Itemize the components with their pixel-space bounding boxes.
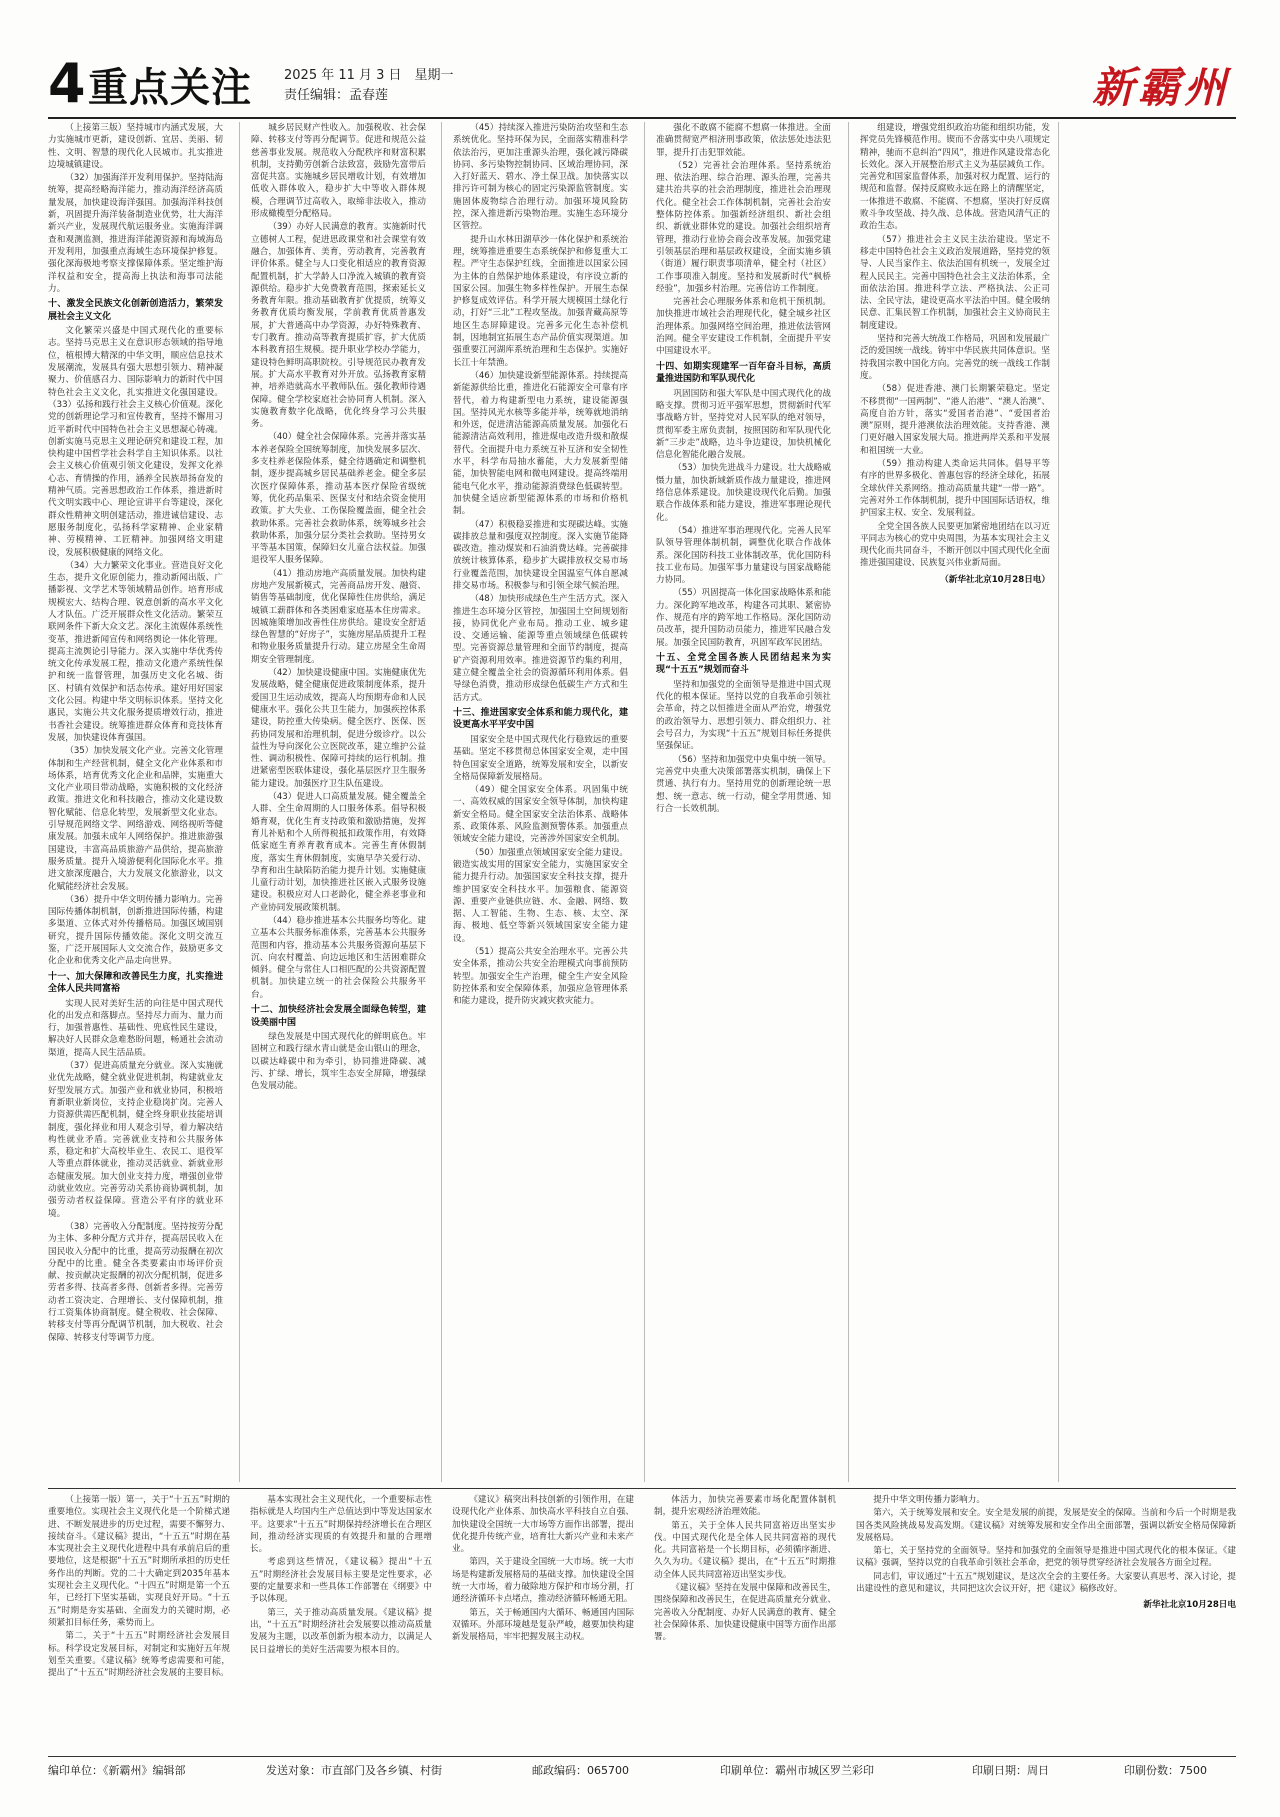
footer-copies: 印刷份数：7500 — [1124, 1764, 1207, 1777]
column-divider — [441, 122, 442, 1482]
paragraph: 第五，关于畅通国内大循环、畅通国内国际双循环。外部环境越是复杂严峻，越要加快构建新发展格局，牢牢把握发展主动权。 — [452, 1607, 634, 1643]
paragraph: 体活力，加快完善要素市场化配置体制机制，提升宏观经济治理效能。 — [654, 1495, 836, 1518]
paragraph: （59）推动构建人类命运共同体。倡导平等有序的世界多极化、普惠包容的经济全球化，拓展全球伙伴关系网络。推动高质量共建“一带一路”。完善对外工作体制机制，提升中国国际话语权，维护国家主权、安全、发展利益。 — [860, 459, 1050, 519]
dateline: 新华社北京10月28日电 — [1143, 1600, 1236, 1611]
paragraph: （54）推进军事治理现代化。完善人民军队领导管理体制机制，调整优化联合作战体系。深化国防科技工业体制改革，优化国防科技工业布局。加强军事力量建设与国家战略能力协同。 — [656, 525, 831, 586]
paragraph: （38）完善收入分配制度。坚持按劳分配为主体、多种分配方式并存，提高居民收入在国民收入分配中的比重，提高劳动报酬在初次分配中的比重。健全各类要素由市场评价贡献、按贡献决定报酬的初次分配机制，促进多劳者多得、技高者多得、创新者多得。完善劳动者工资决定、合理增长、支付保障机制，推行工资集体协商制度。健全税收、社会保障、转移支付等再分配调节机制，加大税收、社会保障、转移支付等调节力度。 — [48, 1221, 223, 1343]
section-title: 重点关注 — [88, 65, 252, 111]
paragraph: （44）稳步推进基本公共服务均等化。建立基本公共服务标准体系，完善基本公共服务范围和内容，推动基本公共服务资源向基层下沉、向农村覆盖、向边远地区和生活困难群众倾斜。健全与常住人口相匹配的公共资源配置机制。加快建立统一的社会保险公共服务平台。 — [251, 916, 426, 1000]
paragraph: 文化繁荣兴盛是中国式现代化的重要标志。坚持马克思主义在意识形态领域的指导地位，植根博大精深的中华文明，顺应信息技术发展潮流，发展具有强大思想引领力、精神凝聚力、价值感召力、国际影响力的新时代中国特色社会主义文化，扎实推进文化强国建设。（33）弘扬和践行社会主义核心价值观。深化党的创新理论学习和宣传教育，坚持不懈用习近平新时代中国特色社会主义思想凝心铸魂。创新实施马克思主义理论研究和建设工程，加快构建中国哲学社会科学自主知识体系。以社会主义核心价值观引领文化建设，发挥文化养心志、育情操的作用，涵养全民族昂扬奋发的精神气质。完善思想政治工作体系，推进新时代文明实践中心、理论宣讲平台等建设，深化群众性精神文明创建活动，推进诚信建设、志愿服务制度化，弘扬科学家精神、企业家精神、劳模精神、工匠精神。加强网络文明建设，发展积极健康的网络文化。 — [48, 326, 223, 558]
column-divider — [239, 122, 240, 1482]
paragraph: （57）推进社会主义民主法治建设。坚定不移走中国特色社会主义政治发展道路，坚持党的领导、人民当家作主、依法治国有机统一，发展全过程人民民主。完善中国特色社会主义法治体系，全面依法治国。推进科学立法、严格执法、公正司法、全民守法，建设更高水平法治中国。健全吸纳民意、汇集民智工作机制，加强社会主义协商民主制度建设。 — [860, 234, 1050, 331]
paragraph: 第三，关于推动高质量发展。《建议稿》提出，“十五五”时期经济社会发展要以推动高质量发展为主题，以改革创新为根本动力，以满足人民日益增长的美好生活需要为根本目的。 — [250, 1607, 432, 1655]
explanation-column-2 — [250, 1494, 432, 1750]
paragraph: 全党全国各族人民要更加紧密地团结在以习近平同志为核心的党中央周围，为基本实现社会主义现代化而共同奋斗，不断开创以中国式现代化全面推进强国建设、民族复兴伟业新局面。 — [860, 521, 1050, 569]
paragraph: 组建设，增强党组织政治功能和组织功能，发挥党员先锋模范作用。锲而不舍落实中央八项规定精神，驰而不息纠治“四风”，推进作风建设常态化长效化。深入开展整治形式主义为基层减负工作。完善党和国家监督体系，加强对权力配置、运行的规范和监督。保持反腐败永远在路上的清醒坚定，一体推进不敢腐、不能腐、不想腐，坚决打好反腐败斗争攻坚战、持久战、总体战。营造风清气正的政治生态。 — [860, 123, 1050, 232]
paragraph: 基本实现社会主义现代化，一个重要标志性指标就是人均国内生产总值达到中等发达国家水平。这要求“十五五”时期保持经济增长在合理区间，推动经济实现质的有效提升和量的合理增长。 — [250, 1495, 432, 1555]
paragraph: 第六，关于统筹发展和安全。安全是发展的前提，发展是安全的保障。当前和今后一个时期是我国各类风险挑战易发高发期。《建议稿》对统筹发展和安全作出全面部署，强调以新安全格局保障新发展格局。 — [856, 1508, 1236, 1543]
article-column-6 — [1070, 122, 1236, 1482]
article-column-4 — [656, 122, 831, 1482]
footer-rule — [48, 1756, 1236, 1757]
paragraph: 坚持和加强党的全面领导是推进中国式现代化的根本保证。坚持以党的自我革命引领社会革命，持之以恒推进全面从严治党，增强党的政治领导力、思想引领力、群众组织力、社会号召力，为实现“十五五”规划目标任务提供坚强保证。 — [656, 679, 831, 752]
explanation-column-5 — [856, 1494, 1236, 1750]
paragraph: 完善社会心理服务体系和危机干预机制。加快推进市域社会治理现代化，健全城乡社区治理体系。加强网络空间治理，推进依法管网治网。健全平安建设工作机制，全面提升平安中国建设水平。 — [656, 297, 831, 357]
paragraph: （56）坚持和加强党中央集中统一领导。完善党中央重大决策部署落实机制，确保上下贯通、执行有力。坚持用党的创新理论统一思想、统一意志、统一行动，健全学用贯通、知行合一长效机制。 — [656, 754, 831, 814]
paragraph: （34）大力繁荣文化事业。营造良好文化生态，提升文化原创能力，推动新闻出版、广播影视、文学艺术等领域精品创作。培育形成规模宏大、结构合理、锐意创新的高水平文化人才队伍。广泛开展群众性文化活动。繁荣互联网条件下新大众文艺。深化主流媒体系统性变革，推进新闻宣传和网络舆论一体化管理。提高主流舆论引导能力。深入实施中华优秀传统文化传承发展工程，推动文化遗产系统性保护和统一监督管理，加强历史文化名城、街区、村镇有效保护和活态传承。建好用好国家文化公园。构建中华文明标识体系。坚持文化惠民，实施公共文化服务提质增效行动，推进书香社会建设。统筹推进群众体育和竞技体育发展，加快建设体育强国。 — [48, 560, 223, 743]
article-column-5 — [860, 122, 1050, 1482]
dateline: （新华社北京10月28日电） — [940, 574, 1050, 585]
paragraph: （58）促进香港、澳门长期繁荣稳定。坚定不移贯彻“一国两制”、“港人治港”、“澳人治澳”、高度自治方针，落实“爱国者治港”、“爱国者治澳”原则，提升港澳依法治理效能。支持香港、澳门更好融入国家发展大局。推进两岸关系和平发展和祖国统一大业。 — [860, 384, 1050, 456]
paragraph: 巩固国防和强大军队是中国式现代化的战略支撑。贯彻习近平强军思想，贯彻新时代军事战略方针，坚持党对人民军队的绝对领导，贯彻军委主席负责制，按照国防和军队现代化新“三步走”战略，边斗争边建设，加快机械化信息化智能化融合发展。 — [656, 388, 831, 461]
paragraph: 第二，关于“十五五”时期经济社会发展目标。科学设定发展目标，对制定和实施好五年规划至关重要。《建议稿》统筹考虑需要和可能，提出了“十五五”时期经济社会发展的主要目标。 — [48, 1631, 230, 1679]
paragraph: （47）积极稳妥推进和实现碳达峰。实施碳排放总量和强度双控制度。深入实施节能降碳改造。推动煤炭和石油消费达峰。完善碳排放统计核算体系，稳步扩大碳排放权交易市场行业覆盖范围，加快建设全国温室气体自愿减排交易市场。积极参与和引领全球气候治理。 — [453, 519, 628, 591]
paragraph: （36）提升中华文明传播力影响力。完善国际传播体制机制，创新推进国际传播，构建多渠道、立体式对外传播格局。加强区域国别研究，提升国际传播效能。深化文明交流互鉴，广泛开展国际人文交流合作，鼓励更多文化企业和优秀文化产品走向世界。 — [48, 894, 223, 967]
paragraph: （50）加强重点领域国家安全能力建设。锻造实战实用的国家安全能力，实施国家安全能力提升行动。加强国家安全科技支撑，提升维护国家安全科技水平。加强粮食、能源资源、重要产业链供应链、水、金融、网络、数据、人工智能、生物、生态、核、太空、深海、极地、低空等新兴领域国家安全能力建设。 — [453, 847, 628, 944]
section-heading: 十三、推进国家安全体系和能力现代化，建设更高水平平安中国 — [453, 707, 628, 731]
paragraph: 城乡居民财产性收入。加强税收、社会保障、转移支付等再分配调节。促进和规范公益慈善事业发展。规范收入分配秩序和财富积累机制，支持勤劳创新合法致富，鼓励先富带后富促共富。实施城乡居民增收计划，有效增加低收入群体收入，稳步扩大中等收入群体规模，合理调节过高收入，取缔非法收入，推动形成橄榄型分配格局。 — [251, 123, 426, 220]
paragraph: 强化不敢腐不能腐不想腐一体推进。全面准确贯彻宽严相济刑事政策，依法惩处违法犯罪，提升打击犯罪效能。 — [656, 123, 831, 158]
section-rule — [48, 1488, 1236, 1489]
issue-date: 2025 年 11 月 3 日 星期一 — [284, 68, 454, 83]
paragraph: （42）加快建设健康中国。实施健康优先发展战略，健全健康促进政策制度体系，提升爱国卫生运动成效，提高人均预期寿命和人民健康水平。强化公共卫生能力，加强疾控体系建设，防控重大传染病。健全医疗、医保、医药协同发展和治理机制，促进分级诊疗。以公益性为导向深化公立医院改革，建立维护公益性、调动积极性、保障可持续的运行机制。推进紧密型医联体建设，强化基层医疗卫生服务能力建设。加强医疗卫生队伍建设。 — [251, 668, 426, 789]
page-header — [48, 52, 1236, 118]
paragraph: 坚持和完善大统战工作格局，巩固和发展最广泛的爱国统一战线。铸牢中华民族共同体意识。坚持我国宗教中国化方向。完善党的统一战线工作制度。 — [860, 334, 1050, 381]
paragraph: 《建议稿》坚持在发展中保障和改善民生，围绕保障和改善民生，在促进高质量充分就业、完善收入分配制度、办好人民满意的教育、健全社会保障体系、加快建设健康中国等方面作出部署。 — [654, 1583, 836, 1643]
column-divider — [1058, 122, 1059, 1482]
issue-meta — [284, 66, 454, 106]
section-heading: 十四、如期实现建军一百年奋斗目标，高质量推进国防和军队现代化 — [656, 361, 831, 385]
paragraph: 实现人民对美好生活的向往是中国式现代化的出发点和落脚点。坚持尽力而为、量力而行，加强普惠性、基础性、兜底性民生建设，解决好人民群众急难愁盼问题，畅通社会流动渠道，提高人民生活品质。 — [48, 998, 223, 1058]
main-article — [48, 122, 1236, 1482]
paragraph: （上接第一版）第一，关于“十五五”时期的重要地位。实现社会主义现代化是一个阶梯式递进、不断发展进步的历史过程，需要不懈努力、接续奋斗。《建议稿》提出，“十五五”时期在基本实现社会主义现代化进程中具有承前启后的重要地位，这是根据“十五五”时期所承担的历史任务作出的判断。党的二十大确定到2035年基本实现社会主义现代化。“十四五”时期是第一个五年，已经打下坚实基础，实现良好开局。“十五五”时期是夯实基础、全面发力的关键时期，必须紧扣目标任务，乘势而上。 — [48, 1495, 230, 1628]
footer-delivery: 发送对象：市直部门及各乡镇、村街 — [266, 1764, 442, 1777]
paragraph: 提升中华文明传播力影响力。 — [873, 1495, 985, 1505]
article-column-1 — [48, 122, 223, 1482]
paragraph: 第四，关于建设全国统一大市场。统一大市场是构建新发展格局的基础支撑。加快建设全国统一大市场，着力破除地方保护和市场分割，打通经济循环卡点堵点，推动经济循环畅通无阻。 — [452, 1557, 634, 1605]
section-heading: 十一、加大保障和改善民生力度，扎实推进全体人民共同富裕 — [48, 971, 223, 995]
article-column-3 — [453, 122, 628, 1482]
explanation-article — [48, 1494, 1236, 1750]
section-heading: 十五、全党全国各族人民团结起来为实现“十五五”规划而奋斗 — [656, 652, 831, 676]
paragraph: 第五，关于全体人民共同富裕迈出坚实步伐。中国式现代化是全体人民共同富裕的现代化。共同富裕是一个长期目标，必须循序渐进、久久为功。《建议稿》提出，在“十五五”时期推动全体人民共同富裕迈出坚实步伐。 — [654, 1520, 836, 1580]
paragraph: 绿色发展是中国式现代化的鲜明底色。牢固树立和践行绿水青山就是金山银山的理念，以碳达峰碳中和为牵引，协同推进降碳、减污、扩绿、增长，筑牢生态安全屏障，增强绿色发展动能。 — [251, 1032, 426, 1092]
paragraph: （43）促进人口高质量发展。健全覆盖全人群、全生命周期的人口服务体系。倡导积极婚育观，优化生育支持政策和激励措施，发挥育儿补贴和个人所得税抵扣政策作用，有效降低家庭生育养育教育成本。完善生育休假制度，落实生育休假制度，实施早孕关爱行动、孕育和出生缺陷防治能力提升计划。实施健康儿童行动计划，加快推进社区嵌入式服务设施建设。积极应对人口老龄化，健全养老事业和产业协同发展政策机制。 — [251, 792, 426, 913]
explanation-column-3 — [452, 1494, 634, 1750]
paragraph: （32）加强海洋开发利用保护。坚持陆海统筹，提高经略海洋能力，推动海洋经济高质量发展，加快建设海洋强国。加强海洋科技创新，巩固提升海洋装备制造业优势，壮大海洋新兴产业，发展现代航运服务业。实施海洋调查和观测监测，推进海洋能源资源和海域海岛开发利用，加强重点海域生态环境保护修复。强化深海极地考察支撑保障体系。坚定维护海洋权益和安全，提高海上执法和海事司法能力。 — [48, 173, 223, 294]
section-heading: 十、激发全民族文化创新创造活力，繁荣发展社会主义文化 — [48, 299, 223, 322]
column-divider — [644, 122, 645, 1482]
paragraph: （37）促进高质量充分就业。深入实施就业优先战略，健全就业促进机制，构建就业友好型发展方式。加强产业和就业协同，积极培育新职业新岗位，支持企业稳岗扩岗。完善人力资源供需匹配机制，健全终身职业技能培训制度，强化择业和用人观念引导，着力解决结构性就业矛盾。完善就业支持和公共服务体系，稳定和扩大高校毕业生、农民工、退役军人等重点群体就业，推动灵活就业、新就业形态健康发展。加大创业支持力度，增强创业带动就业效应。完善劳动关系协商协调机制，加强劳动者权益保障。营造公平有序的就业环境。 — [48, 1061, 223, 1219]
paragraph: 第七，关于坚持党的全面领导。坚持和加强党的全面领导是推进中国式现代化的根本保证。《建议稿》强调，坚持以党的自我革命引领社会革命，把党的领导贯穿经济社会发展各方面全过程。 — [856, 1546, 1236, 1569]
masthead-logo: 新霸州 — [1091, 63, 1230, 112]
paragraph: （55）巩固提高一体化国家战略体系和能力。深化跨军地改革，构建各司其职、紧密协作、规范有序的跨军地工作格局。深化国防动员改革，提升国防动员能力，推进军民融合发展。加强全民国防教育，巩固军政军民团结。 — [656, 588, 831, 648]
paragraph: （39）办好人民满意的教育。实施新时代立德树人工程，促进思政课堂和社会课堂有效融合，加强体育、美育，劳动教育，完善教育评价体系。健全与人口变化相适应的教育资源配置机制，扩大学龄人口净流入城镇的教育资源供给。稳步扩大免费教育范围，探索延长义务教育年限。推动基础教育扩优提质，统筹义务教育优质均衡发展，学前教育优质普惠发展，扩大普通高中办学资源，办好特殊教育、专门教育。推动高等教育提质扩容，扩大优质本科教育招生规模。提升职业学校办学能力，建设特色鲜明高职院校。引导规范民办教育发展。扩大高水平教育对外开放。弘扬教育家精神，培养造就高水平教师队伍。强化教师待遇保障。健全学校家庭社会协同育人机制。深入实施教育数字化战略，优化终身学习公共服务。 — [251, 222, 426, 430]
footer-publisher: 编印单位：《新霸州》编辑部 — [48, 1764, 186, 1777]
paragraph: 提升山水林田湖草沙一体化保护和系统治理，统筹推进重要生态系统保护和修复重大工程。严守生态保护红线，全面推进以国家公园为主体的自然保护地体系建设，有序设立新的国家公园。加强生物多样性保护。开展生态保护修复成效评估。科学开展大规模国土绿化行动，打好“三北”工程攻坚战。加强青藏高原等地区生态屏障建设。完善多元化生态补偿机制，因地制宜拓展生态产品价值实现渠道。加强重要江河湖库系统治理和生态保护。实施好长江十年禁渔。 — [453, 234, 628, 368]
explanation-column-4 — [654, 1494, 836, 1750]
paragraph: （35）加快发展文化产业。完善文化管理体制和生产经营机制，健全文化产业体系和市场体系，培育优秀文化企业和品牌，实施重大文化产业项目带动战略，实施积极的文化经济政策。推进文化和科技融合，推动文化建设数智化赋能、信息化转型，发展新型文化业态。引导规范网络文学、网络游戏、网络视听等健康发展。加强未成年人网络保护。推进旅游强国建设，丰富高品质旅游产品供给，提高旅游服务质量。提升入境游便利化国际化水平。推进文旅深度融合，大力发展文化旅游业，以文化赋能经济社会发展。 — [48, 746, 223, 892]
paragraph: （48）加快形成绿色生产生活方式。深入推进生态环境分区管控，加强国土空间规划衔接，协同优化产业布局。推动工业、城乡建设、交通运输、能源等重点领域绿色低碳转型。完善资源总量管理和全面节约制度，提高矿产资源利用效率。推进资源节约集约利用，建立健全覆盖全社会的资源循环利用体系。倡导绿色消费，推动形成绿色低碳生产方式和生活方式。 — [453, 594, 628, 703]
responsible-editor: 责任编辑：孟春莲 — [284, 88, 389, 103]
paragraph: 考虑到这些情况，《建议稿》提出“十五五”时期经济社会发展目标主要是定性要求，必要的定量要求和一些具体工作部署在《纲要》中予以体现。 — [250, 1557, 432, 1605]
paragraph: （45）持续深入推进污染防治攻坚和生态系统优化。坚持环保为民，全面落实精准科学依法治污，更加注重源头治理，强化减污降碳协同、多污染物控制协同、区域治理协同，深入打好蓝天、碧水、净土保卫战。加快落实以排污许可制为核心的固定污染源监管制度。实施固体废物综合治理行动。加强环境风险防控，深入推进新污染物治理。实施生态环境分区管控。 — [453, 123, 628, 232]
paragraph: （49）健全国家安全体系。巩固集中统一、高效权威的国家安全领导体制，加快构建新安全格局。健全国家安全法治体系、战略体系、政策体系、风险监测预警体系。加强重点领域安全能力建设，完善涉外国家安全机制。 — [453, 785, 628, 845]
page-number: 4 — [48, 52, 86, 115]
explanation-column-1 — [48, 1494, 230, 1750]
paragraph: 《建议》稿突出科技创新的引领作用，在建设现代化产业体系、加快高水平科技自立自强、加快建设全国统一大市场等方面作出部署，提出优化提升传统产业，培育壮大新兴产业和未来产业。 — [452, 1495, 634, 1555]
paragraph: （41）推动房地产高质量发展。加快构建房地产发展新模式，完善商品房开发、融资、销售等基础制度，优化保障性住房供给，满足城镇工薪群体和各类困难家庭基本住房需求。因城施策增加改善性住房供给。建设安全舒适绿色智慧的“好房子”，实施房屋品质提升工程和物业服务质量提升行动。建立房屋全生命周期安全管理制度。 — [251, 568, 426, 665]
paragraph: （46）加快建设新型能源体系。持续提高新能源供给比重，推进化石能源安全可靠有序替代，着力构建新型电力系统，建设能源强国。坚持风光水核等多能并举，统筹就地消纳和外送，促进清洁能源高质量发展。加强化石能源清洁高效利用，推进煤电改造升级和散煤替代。全面提升电力系统互补互济和安全韧性水平，科学布局抽水蓄能，大力发展新型储能，加快智能电网和微电网建设。提高终端用能电气化水平，推动能源消费绿色低碳转型。加快健全适应新型能源体系的市场和价格机制。 — [453, 370, 628, 517]
paragraph: （40）健全社会保障体系。完善并落实基本养老保险全国统筹制度，加快发展多层次、多支柱养老保险体系，健全待遇确定和调整机制，逐步提高城乡居民基础养老金。健全多层次医疗保障体系，推动基本医疗保险省级统筹，优化药品集采、医保支付和结余资金使用政策。扩大失业、工伤保险覆盖面，健全社会救助体系。完善社会救助体系，统筹城乡社会救助体系，加强分层分类社会救助。坚持男女平等基本国策，保障妇女儿童合法权益。加强退役军人服务保障。 — [251, 432, 426, 566]
article-column-2 — [251, 122, 426, 1482]
paragraph: 国家安全是中国式现代化行稳致远的重要基础。坚定不移贯彻总体国家安全观，走中国特色国家安全道路，统筹发展和安全，以新安全格局保障新发展格局。 — [453, 734, 628, 782]
column-divider — [848, 122, 849, 1482]
footer-cycle: 印刷日期：周日 — [972, 1764, 1049, 1777]
paragraph: （53）加快先进战斗力建设。壮大战略威慑力量，加快新域新质作战力量建设，推进网络信息体系建设。加快建设现代化后勤。加强联合作战体系和能力建设，推进军事理论现代化。 — [656, 463, 831, 523]
header-rule — [48, 117, 1236, 119]
paragraph: 同志们，审议通过“十五五”规划建议，是这次全会的主要任务。大家要认真思考、深入讨论，提出建设性的意见和建议，共同把这次会议开好，把《建议》稿修改好。 — [856, 1571, 1236, 1595]
paragraph: （51）提高公共安全治理水平。完善公共安全体系，推动公共安全治理模式向事前预防转型。加强安全生产治理，健全生产安全风险防控体系和安全保障体系，加强应急管理体系和能力建设，提升防灾减灾救灾能力。 — [453, 947, 628, 1007]
paragraph: （52）完善社会治理体系。坚持系统治理、依法治理、综合治理、源头治理，完善共建共治共享的社会治理制度，推进社会治理现代化。健全社会工作体制机制，完善社会治安整体防控体系。加强新经济组织、新社会组织、新就业群体党的建设。加强社会组织培育管理，推动行业协会商会改革发展。加强党建引领基层治理和基层政权建设，全面实施乡镇（街道）履行职责事项清单，健全村（社区）工作事项准入制度。坚持和发展新时代“枫桥经验”，加强乡村治理。完善信访工作制度。 — [656, 160, 831, 294]
paragraph: （上接第三版）坚持城市内涵式发展，大力实施城市更新，建设创新、宜居、美丽、韧性、文明、智慧的现代化人民城市。扎实推进边境城镇建设。 — [48, 123, 223, 170]
footer-postcode: 邮政编码：065700 — [532, 1764, 629, 1777]
footer-printer: 印刷单位：霸州市城区罗兰彩印 — [720, 1764, 874, 1777]
section-heading: 十二、加快经济社会发展全面绿色转型，建设美丽中国 — [251, 1005, 426, 1028]
page-footer — [48, 1760, 1236, 1782]
